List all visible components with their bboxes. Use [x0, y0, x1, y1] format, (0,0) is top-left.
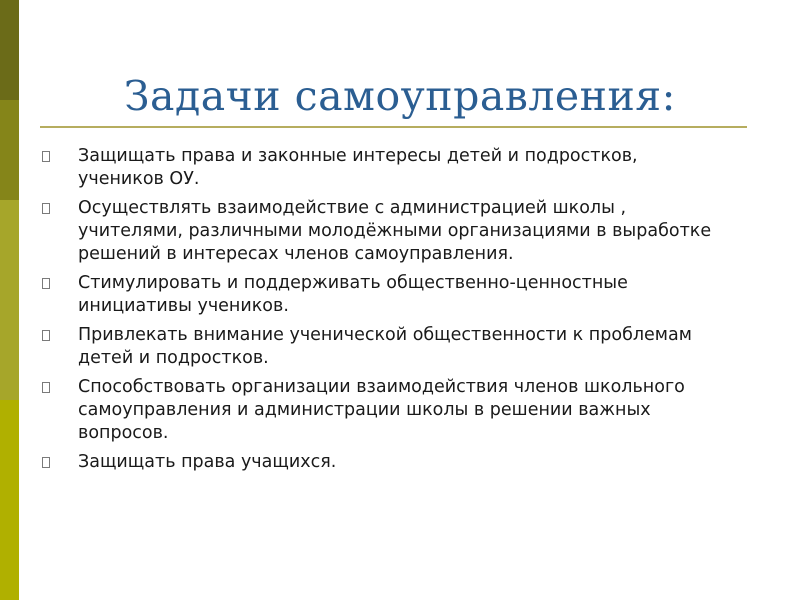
bullet-marker-icon	[42, 330, 50, 341]
bullet-text: Осуществлять взаимодействие с администрацией школы , учителями, различными молодёжными организациями в выработке решений в интересах членов самоуправления.	[78, 198, 712, 264]
title-divider	[40, 126, 747, 128]
bullet-text: Способствовать организации взаимодействия членов школьного самоуправления и администрации школы в решении важных вопросов.	[78, 377, 685, 443]
bullet-item	[78, 145, 728, 191]
side-bar-segment-4	[0, 400, 19, 600]
side-bar-segment-1	[0, 0, 19, 100]
bullet-marker-icon	[42, 151, 50, 162]
slide-title: Задачи самоуправления:	[124, 72, 676, 120]
bullet-item	[78, 376, 728, 445]
side-bar-segment-3	[0, 200, 19, 400]
bullet-list	[78, 145, 728, 480]
bullet-text: Защищать права учащихся.	[78, 452, 337, 472]
side-bar-segment-2	[0, 100, 19, 200]
bullet-marker-icon	[42, 382, 50, 393]
bullet-item	[78, 324, 728, 370]
bullet-text: Стимулировать и поддерживать общественно-ценностные инициативы учеников.	[78, 273, 628, 316]
bullet-marker-icon	[42, 278, 50, 289]
bullet-item	[78, 451, 728, 474]
bullet-text: Привлекать внимание ученической общественности к проблемам детей и подростков.	[78, 325, 692, 368]
bullet-marker-icon	[42, 203, 50, 214]
bullet-text: Защищать права и законные интересы детей и подростков, учеников ОУ.	[78, 146, 638, 189]
bullet-item	[78, 272, 728, 318]
side-decoration-bar	[0, 0, 19, 600]
bullet-item	[78, 197, 728, 266]
bullet-marker-icon	[42, 457, 50, 468]
